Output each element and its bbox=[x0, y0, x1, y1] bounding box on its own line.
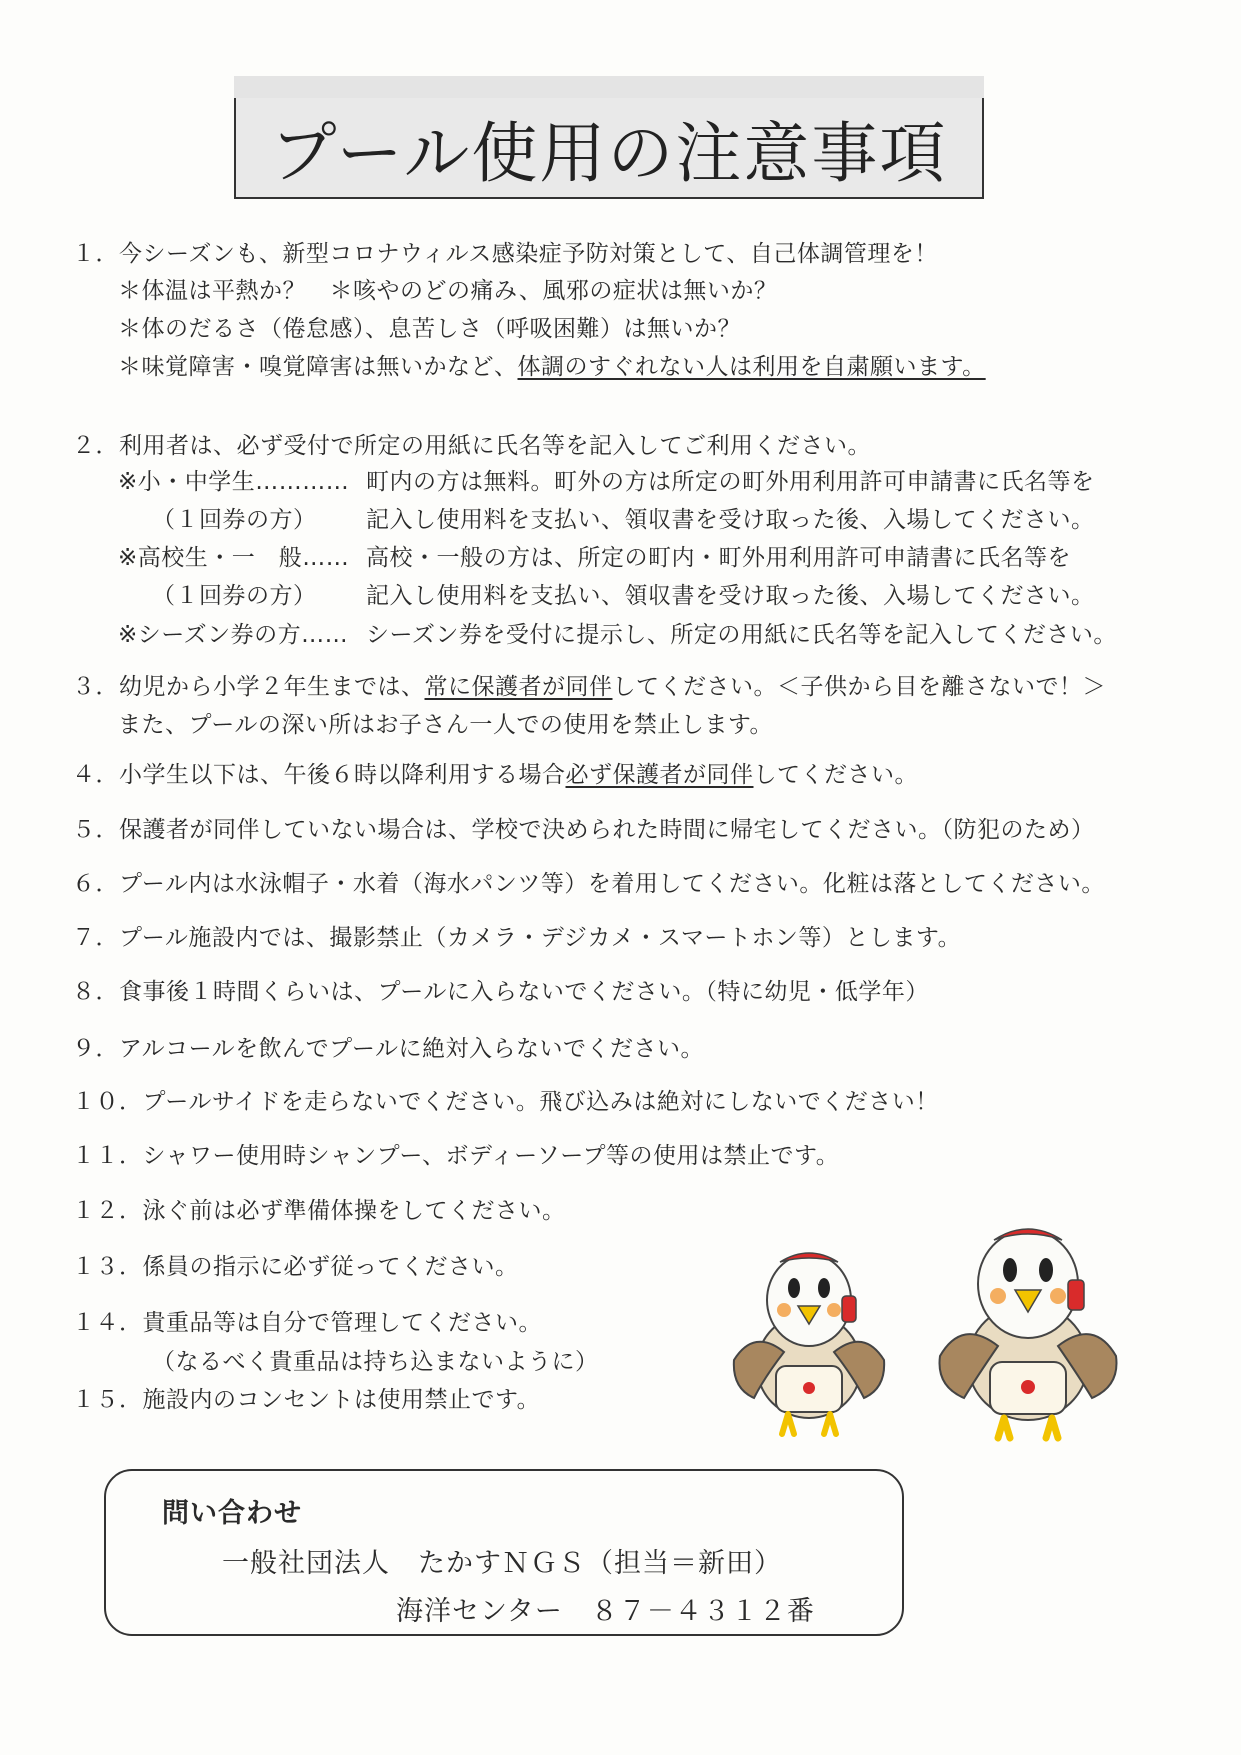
rule-number: ６． bbox=[72, 871, 119, 897]
rule-text: プール施設内では、撮影禁止（カメラ・デジカメ・スマートホン等）とします。 bbox=[119, 925, 962, 951]
rule-number: １２． bbox=[72, 1198, 143, 1224]
rule-11 bbox=[72, 1141, 839, 1171]
rule-13 bbox=[72, 1252, 519, 1282]
rule-text: プール内は水泳帽子・水着（海水パンツ等）を着用してください。化粧は落としてください。 bbox=[119, 871, 1105, 897]
rule-text: 小学生以下は、午後６時以降利用する場合 bbox=[119, 762, 566, 788]
rule-2-a-text-2: 記入し使用料を支払い、領収書を受け取った後、入場してください。 bbox=[366, 507, 1095, 533]
rule-1-sub-3-text: ＊味覚障害・嗅覚障害は無いかなど、 bbox=[118, 354, 518, 380]
rule-text: 泳ぐ前は必ず準備体操をしてください。 bbox=[142, 1198, 566, 1224]
rule-number: ５． bbox=[72, 817, 119, 843]
rule-text: アルコールを飲んでプールに絶対入らないでください。 bbox=[119, 1036, 704, 1062]
rule-7 bbox=[72, 923, 961, 953]
rule-number: １１． bbox=[72, 1143, 143, 1169]
rule-1 bbox=[72, 239, 938, 269]
rule-1-sub-2: ＊体のだるさ（倦怠感）、息苦しさ（呼吸困難）は無いか？ bbox=[118, 316, 741, 342]
rule-number: １４． bbox=[72, 1310, 143, 1336]
rule-text: 食事後１時間くらいは、プールに入らないでください。（特に幼児・低学年） bbox=[119, 979, 929, 1005]
rule-text: 施設内のコンセントは使用禁止です。 bbox=[142, 1387, 541, 1413]
rule-9 bbox=[72, 1034, 704, 1064]
rule-10 bbox=[72, 1087, 939, 1117]
rule-text: 幼児から小学２年生までは、 bbox=[119, 674, 425, 700]
contact-phone: 海洋センター ８７－４３１２番 bbox=[396, 1596, 815, 1627]
rule-number: ８． bbox=[72, 979, 119, 1005]
contact-box bbox=[104, 1469, 904, 1636]
rule-8 bbox=[72, 977, 929, 1007]
rule-2-a-text-1: 町内の方は無料。町外の方は所定の町外用利用許可申請書に氏名等を bbox=[366, 469, 1095, 495]
rule-3 bbox=[72, 672, 1106, 702]
rule-2-c-label: ※シーズン券の方…… bbox=[118, 622, 349, 648]
rule-2-b-text-2: 記入し使用料を支払い、領収書を受け取った後、入場してください。 bbox=[366, 583, 1095, 609]
rule-text: 利用者は、必ず受付で所定の用紙に氏名等を記入してご利用ください。 bbox=[119, 433, 871, 459]
rule-2 bbox=[72, 431, 871, 461]
rule-number: １０． bbox=[72, 1089, 143, 1115]
rule-2-a-sub: （１回券の方） bbox=[152, 507, 317, 533]
rule-12 bbox=[72, 1196, 566, 1226]
rule-number: ９． bbox=[72, 1036, 119, 1062]
rule-6 bbox=[72, 869, 1105, 899]
rule-1-sub-3 bbox=[118, 352, 986, 382]
rule-1-sub-1: ＊体温は平熱か？ ＊咳やのどの痛み、風邪の症状は無いか？ bbox=[118, 278, 778, 304]
rule-1-emphasis: 体調のすぐれない人は利用を自粛願います。 bbox=[517, 354, 986, 380]
chicken-mascot-icon bbox=[928, 1222, 1128, 1442]
rule-2-b-sub: （１回券の方） bbox=[152, 583, 317, 609]
rule-number: ３． bbox=[72, 674, 119, 700]
rule-4-emphasis: 必ず保護者が同伴 bbox=[565, 762, 754, 788]
rule-text: 今シーズンも、新型コロナウィルス感染症予防対策として、自己体調管理を！ bbox=[119, 241, 938, 267]
rule-15 bbox=[72, 1385, 540, 1415]
rule-2-a-label: ※小・中学生………… bbox=[118, 469, 350, 495]
rule-3-emphasis: 常に保護者が同伴 bbox=[424, 674, 613, 700]
rule-text: 保護者が同伴していない場合は、学校で決められた時間に帰宅してください。（防犯のため） bbox=[119, 817, 1095, 843]
title-box bbox=[234, 96, 984, 199]
rule-4 bbox=[72, 760, 918, 790]
page-title: プール使用の注意事項 bbox=[270, 115, 948, 192]
rule-text: 係員の指示に必ず従ってください。 bbox=[142, 1254, 519, 1280]
rule-2-b-text-1: 高校・一般の方は、所定の町内・町外用利用許可申請書に氏名等を bbox=[366, 545, 1071, 571]
contact-organization: 一般社団法人 たかすＮＧＳ（担当＝新田） bbox=[222, 1548, 782, 1579]
rule-text-cont: してください。＜子供から目を離さないで！＞ bbox=[612, 674, 1106, 700]
rule-number: １５． bbox=[72, 1387, 143, 1413]
rule-number: １３． bbox=[72, 1254, 143, 1280]
rule-3-line-2: また、プールの深い所はお子さん一人での使用を禁止します。 bbox=[118, 712, 774, 738]
rule-text: プールサイドを走らないでください。飛び込みは絶対にしないでください！ bbox=[142, 1089, 939, 1115]
rule-2-b-label: ※高校生・一 般…… bbox=[118, 545, 350, 571]
rule-number: １． bbox=[72, 241, 119, 267]
rule-number: ７． bbox=[72, 925, 119, 951]
rule-14-sub: （なるべく貴重品は持ち込まないように） bbox=[152, 1349, 599, 1375]
rule-14 bbox=[72, 1308, 542, 1338]
rule-text-cont: してください。 bbox=[753, 762, 918, 788]
rule-number: ４． bbox=[72, 762, 119, 788]
rule-number: ２． bbox=[72, 433, 119, 459]
rule-text: シャワー使用時シャンプー、ボディーソープ等の使用は禁止です。 bbox=[142, 1143, 840, 1169]
rule-5 bbox=[72, 815, 1095, 845]
rule-text: 貴重品等は自分で管理してください。 bbox=[142, 1310, 542, 1336]
contact-title: 問い合わせ bbox=[162, 1498, 302, 1529]
chicken-mascot-icon bbox=[724, 1248, 894, 1438]
rule-2-c-text: シーズン券を受付に提示し、所定の用紙に氏名等を記入してください。 bbox=[366, 622, 1117, 648]
